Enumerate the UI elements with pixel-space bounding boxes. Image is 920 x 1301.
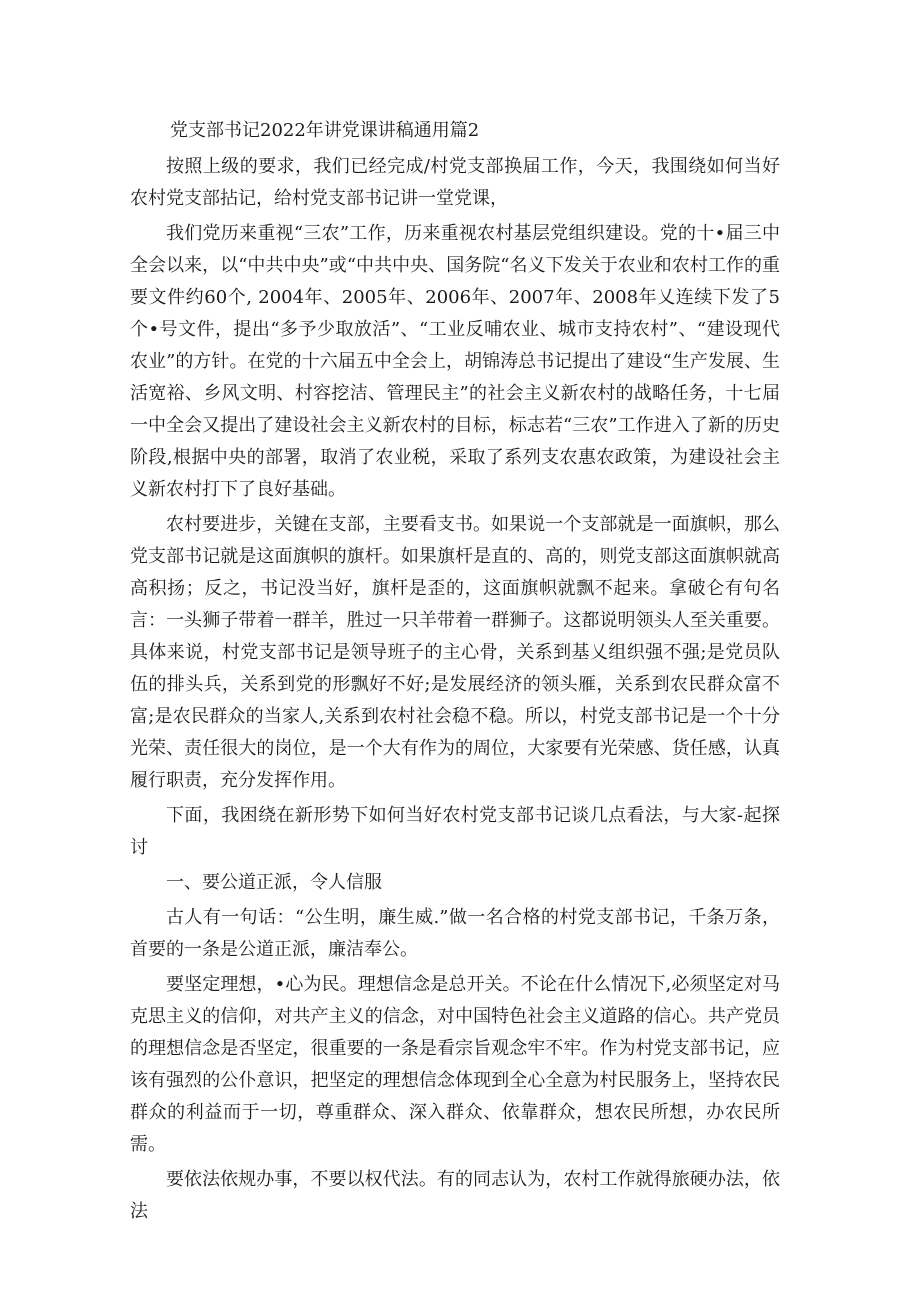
document-title: 党支部书记2022年讲党课讲稿通用篇2 [170,120,480,141]
paragraph-importance: 农村要进步，关键在支部，主要看支书。如果说一个支部就是一面旗帜，那么党支部书记就是这面旗帜的旗杆。如果旗杆是直的、高的，则党支部这面旗帜就高高积扬；反之，书记没当好，旗杆是歪的，这面旗帜就飘不起来。拿破仑有句名言：一头狮子带着一群羊，胜过一只羊带着一群狮子。这都说明领头人至关重要。具体来说，村党支部书记是领导班子的主心骨，关系到基乂组织强不强;是党员队伍的排头兵，关系到党的形飘好不好;是发展经济的领头雁，关系到农民群众富不富;是农民群众的当家人,关系到农村社会稳不稳。所以，村党支部书记是一个十分光荣、责任很大的岗位，是一个大有作为的周位，大家要有光荣感、货任感，认真履行职责，充分发挥作用。 [130,514,780,791]
paragraph-ideals: 要坚定理想，•心为民。理想信念是总开关。不论在什么情况下,必须坚定对马克思主义的信仰，对共产主义的信念，对中国特色社会主义道路的信心。共产党员的理想信念是否坚定，很重要的一条是看宗旨观念牢不牢。作为村党支部书记，应该有强烈的公仆意识，把坚定的理想信念体现到全心全意为村民服务上，坚持农民群众的利益而于一切，尊重群众、深入群众、依靠群众，想农民所想，办农民所需。 [130,974,780,1155]
paragraph-law: 要依法依规办事，不要以权代法。有的同志认为，农村工作就得旅硬办法，依法 [130,1169,780,1222]
paragraph-intro: 按照上级的要求，我们已经完成/村党支部换届工作，今天，我围绕如何当好农村党支部拈记，给村党支部书记讲一堂党课， [130,156,780,209]
document-body [130,115,780,1231]
paragraph-quote: 古人有一句话：“公生明，廉生威.”做一名合格的村党支部书记，千条万条，首要的一条是公道正派，廉洁奉公。 [130,907,780,960]
section-heading-1: 一、要公道正派，令人信服 [166,872,382,893]
paragraph-transition: 下面，我困绕在新形势下如何当好农村党支部书记谈几点看法，与大家-起探讨 [130,805,780,858]
paragraph-history: 我们党历来重视“三农”工作，历来重视农村基层党组织建设。党的十•届三中全会以来，以“中共中央”或“中共中央、国务院“名义下发关于农业和农村工作的重要文件约60个, 2004年、2005年、2006年、2007年、2008年乂连续下发了5个•号文件，提出“多予少取放活”、“工业反哺农业、城市支持农村”、“建设现代农业”的方针。在党的十六届五中全会上，胡锦涛总书记提出了建设“生产发展、生活宽裕、乡风文明、村容挖洁、管理民主”的社会主义新农村的战略任务，十七届一中全会又提出了建设社会主义新农村的目标，标志若“三农”工作进入了新的历史阶段,根据中央的部署，取消了农业税，采取了系列支农惠农政策，为建设社会主义新农村打下了良好基础。 [130,223,780,500]
